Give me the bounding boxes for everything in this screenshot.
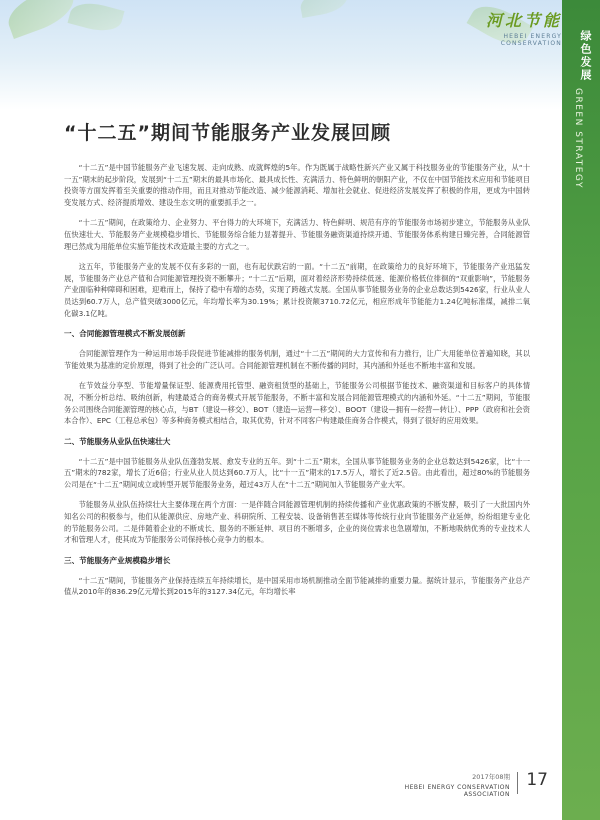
article-title: “十二五”期间节能服务产业发展回顾 <box>64 122 391 144</box>
intro-paragraph: “十二五”期间，在政策给力、企业努力、平台得力的大环境下，充满活力、特色鲜明、规范有序的节能服务市场初步建立，节能服务从业队伍快速壮大、节能服务产业规模稳步增长、节能服务综合能力显著提升、节能服务融资渠道持续开通、节能服务体系构建日臻完善，合同能源管理已然成为用能单位实施节能技术改造最主要的方式之一。 <box>64 218 530 251</box>
section-paragraph: 合同能源管理作为一种运用市场手段促进节能减排的服务机制，通过“十二五”期间的大力宣传和有力推行，让广大用能单位普遍知晓，其以节能效果为基准的定价原理，得到了社会的广泛认可。合同能源管理机制在不断传播的同时，其内涵和外延也不断地丰富和发展。 <box>64 349 530 370</box>
intro-paragraph: “十二五”是中国节能服务产业飞速发展、走向成熟、成就辉煌的5年。作为既属于战略性新兴产业又属于科技服务业的节能服务产业，从“十一五”期末的起步阶段，发展到“十二五”期末的最具市场化、最具成长性、充满活力、特色鲜明的朝阳产业，不仅在中国节能技术应用和节能项目投资等方面发挥着至关重要的推动作用，而且对推动节能改造、减少能源消耗、增加社会就业、促进经济发展发挥了积极的作用，更成为中国转变发展方式、经济提质增效、建设生态文明的重要抓手之一。 <box>64 163 530 207</box>
page-footer <box>370 770 556 800</box>
logo-subtitle: HEBEI ENERGY CONSERVATION <box>500 33 562 47</box>
header-banner <box>0 0 562 110</box>
section-sidebar <box>562 0 600 820</box>
article-body <box>64 162 530 607</box>
section-paragraph: “十二五”是中国节能服务从业队伍蓬勃发展、愈发专业的五年。到“十二五”期末，全国从事节能服务业务的企业总数达到5426家，比“十一五”期末的782家，增长了近6倍；行业从业人员达到60.7万人，比“十一五”期末的17.5万人，增长了近2.5倍。由此看出，超过80%的节能服务公司是在“十二五”期间成立或转型开展节能服务业务，超过43万人在“十二五”期间加入节能服务产业大军。 <box>64 456 530 489</box>
section-heading: 二、节能服务从业队伍快速壮大 <box>64 436 171 446</box>
logo-title: 河北节能 <box>485 11 562 30</box>
sidebar-section-label: 绿色发展 <box>579 30 592 82</box>
issue-label: 2017年08期 <box>472 773 510 781</box>
leaf-decoration <box>68 0 125 36</box>
sidebar-section-english: GREEN STRATEGY <box>573 88 583 189</box>
page-number: 17 <box>526 770 548 790</box>
section-paragraph: “十二五”期间，节能服务产业保持连续五年持续增长，是中国采用市场机制推动全面节能减排的重要力量。据统计显示，节能服务产业总产值从2010年的836.29亿元增长到2015年的3127.34亿元，年均增长率 <box>64 575 530 597</box>
section-heading: 三、节能服务产业规模稳步增长 <box>64 555 171 565</box>
section-heading: 一、合同能源管理模式不断发展创新 <box>64 329 186 339</box>
journal-name: HEBEI ENERGY CONSERVATION ASSOCIATION <box>404 784 510 798</box>
intro-paragraph: 这五年，节能服务产业的发展不仅有多彩的一面，也有起伏跌宕的一面。“十二五”前期，在政策给力的良好环境下，节能服务产业迅猛发展，节能服务产业总产值和合同能源管理投资不断攀升；“十二五”后期，面对着经济形势持续低迷、能源价格低位徘徊的“双重影响”，节能服务产业面临种种障碍和困难，迎难而上，保持了稳中有增的态势，实现了跨越式发展。全国从事节能服务业务的企业总数达到5426家，行业从业人员达到60.7万人，总产值突破3000亿元，年均增长率为30.19%；累计投资额3710.72亿元，相应形成年节能能力1.24亿吨标准煤，减排二氧化碳3.1亿吨。 <box>64 262 530 318</box>
magazine-logo <box>472 8 562 47</box>
footer-divider <box>517 772 518 794</box>
leaf-decoration <box>298 0 349 18</box>
footer-meta <box>370 772 510 798</box>
section-paragraph: 在节效益分享型、节能增量保证型、能源费用托管型、融资租赁型的基础上，节能服务公司根据节能技术、融资渠道和目标客户的具体情况，不断分析总结、吸纳创新，构建最适合的商务模式开展节能服务，不断丰富和发展合同能源管理模式的内涵和外延。“十二五”期间，节能服务公司围绕合同能源管理的核心点，与BT（建设—移交）、BOT（建造—运营—移交）、BOOT（建设—拥有—经营—转让）、PPP（政府和社会资本合作）、EPC（工程总承包）等多种商务模式相结合，取其优势，针对不同客户构建最佳商务合作模式，得到了很好的应用效果。 <box>64 381 530 426</box>
section-paragraph: 节能服务从业队伍持续壮大主要体现在两个方面：一是伴随合同能源管理机制的持续传播和产业优惠政策的不断发酵，吸引了一大批国内外知名公司的积极参与，他们从能源供应、房地产业、科研院所、工程安装、设备销售甚至媒体等传统行业向节能服务产业延伸，纷纷组建专业化的节能服务公司。二是伴随着企业的不断成长、服务的不断延伸、项目的不断增多，企业的岗位需求也急剧增加，不断地吸纳优秀的专业技术人才和管理人才，使其成为节能服务公司保持核心竞争力的根本。 <box>64 500 530 545</box>
